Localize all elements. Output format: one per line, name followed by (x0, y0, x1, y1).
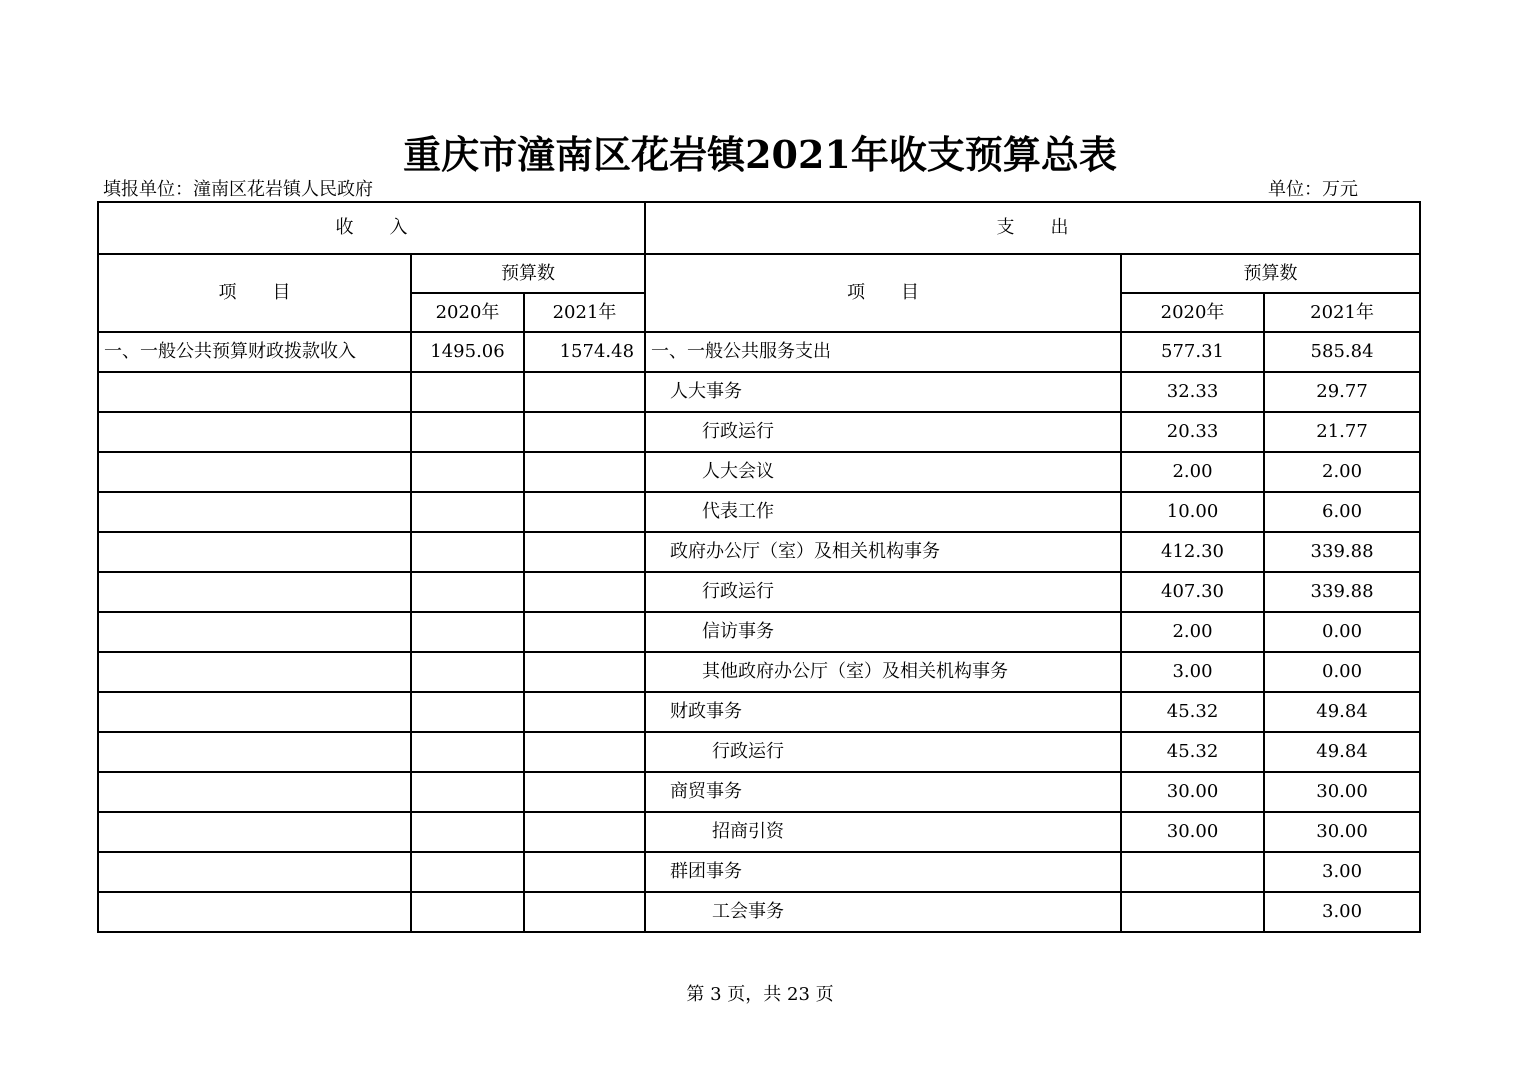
expenditure-item-cell: 代表工作 (645, 492, 1121, 532)
table-row (98, 332, 1420, 372)
expenditure-2021-cell: 30.00 (1264, 812, 1420, 852)
table-row (98, 612, 1420, 652)
income-2021-cell (524, 372, 645, 412)
expenditure-item-cell: 财政事务 (645, 692, 1121, 732)
table-row (98, 852, 1420, 892)
expenditure-2020-cell (1121, 852, 1264, 892)
expenditure-2020-cell: 10.00 (1121, 492, 1264, 532)
income-item-cell (98, 652, 411, 692)
expenditure-2021-cell: 30.00 (1264, 772, 1420, 812)
income-2021-cell (524, 412, 645, 452)
expenditure-item-cell: 行政运行 (645, 732, 1121, 772)
table-row (98, 532, 1420, 572)
income-2021-cell (524, 892, 645, 932)
expenditure-2021-cell: 3.00 (1264, 892, 1420, 932)
income-2021-cell (524, 772, 645, 812)
expenditure-item-cell: 信访事务 (645, 612, 1121, 652)
expenditure-item-cell: 人大会议 (645, 452, 1121, 492)
section-header-row (98, 202, 1420, 254)
income-item-cell (98, 412, 411, 452)
table-row (98, 652, 1420, 692)
expenditure-item-header: 项 目 (645, 254, 1121, 332)
income-item-cell (98, 532, 411, 572)
expenditure-2020-cell (1121, 892, 1264, 932)
expenditure-2020-cell: 412.30 (1121, 532, 1264, 572)
income-item-cell (98, 492, 411, 532)
column-header-row (98, 254, 1420, 293)
income-2020-cell (411, 612, 524, 652)
page-number: 第 3 页，共 23 页 (686, 984, 834, 1005)
expenditure-2020-cell: 32.33 (1121, 372, 1264, 412)
expenditure-2020-header: 2020年 (1121, 293, 1264, 332)
income-2021-cell (524, 492, 645, 532)
income-2020-cell (411, 452, 524, 492)
expenditure-2020-cell: 2.00 (1121, 612, 1264, 652)
table-row (98, 572, 1420, 612)
expenditure-2021-cell: 21.77 (1264, 412, 1420, 452)
expenditure-2021-cell: 49.84 (1264, 692, 1420, 732)
table-row (98, 492, 1420, 532)
income-2020-cell (411, 732, 524, 772)
income-item-cell (98, 772, 411, 812)
income-2020-cell (411, 692, 524, 732)
income-2020-cell (411, 572, 524, 612)
income-item-cell (98, 892, 411, 932)
expenditure-section-header: 支 出 (645, 202, 1420, 254)
expenditure-item-cell: 招商引资 (645, 812, 1121, 852)
expenditure-2020-cell: 30.00 (1121, 772, 1264, 812)
expenditure-item-cell: 人大事务 (645, 372, 1121, 412)
income-item-cell (98, 692, 411, 732)
document-title: 重庆市潼南区花岩镇2021年收支预算总表 (403, 132, 1117, 177)
income-2020-cell (411, 772, 524, 812)
income-section-header: 收 入 (98, 202, 645, 254)
expenditure-item-cell: 政府办公厅（室）及相关机构事务 (645, 532, 1121, 572)
expenditure-2021-cell: 585.84 (1264, 332, 1420, 372)
expenditure-2020-cell: 30.00 (1121, 812, 1264, 852)
income-2021-header: 2021年 (524, 293, 645, 332)
expenditure-2020-cell: 577.31 (1121, 332, 1264, 372)
expenditure-budget-header: 预算数 (1121, 254, 1420, 293)
budget-table (97, 201, 1421, 933)
expenditure-item-cell: 工会事务 (645, 892, 1121, 932)
income-2021-cell (524, 532, 645, 572)
table-row (98, 372, 1420, 412)
income-2020-cell (411, 852, 524, 892)
income-item-cell (98, 572, 411, 612)
expenditure-item-cell: 群团事务 (645, 852, 1121, 892)
income-2020-cell (411, 652, 524, 692)
expenditure-2021-cell: 2.00 (1264, 452, 1420, 492)
income-item-header: 项 目 (98, 254, 411, 332)
income-2021-cell (524, 612, 645, 652)
expenditure-2021-cell: 3.00 (1264, 852, 1420, 892)
income-2021-cell (524, 572, 645, 612)
expenditure-2020-cell: 45.32 (1121, 732, 1264, 772)
expenditure-item-cell: 行政运行 (645, 572, 1121, 612)
expenditure-item-cell: 其他政府办公厅（室）及相关机构事务 (645, 652, 1121, 692)
expenditure-2021-header: 2021年 (1264, 293, 1420, 332)
expenditure-2021-cell: 0.00 (1264, 612, 1420, 652)
income-item-cell (98, 612, 411, 652)
income-item-cell (98, 812, 411, 852)
expenditure-2021-cell: 49.84 (1264, 732, 1420, 772)
expenditure-item-cell: 商贸事务 (645, 772, 1121, 812)
income-2020-cell (411, 892, 524, 932)
expenditure-2020-cell: 20.33 (1121, 412, 1264, 452)
income-2020-cell (411, 492, 524, 532)
income-2021-cell (524, 452, 645, 492)
expenditure-2020-cell: 407.30 (1121, 572, 1264, 612)
table-row (98, 772, 1420, 812)
income-2020-cell (411, 532, 524, 572)
expenditure-2021-cell: 0.00 (1264, 652, 1420, 692)
expenditure-2021-cell: 339.88 (1264, 532, 1420, 572)
expenditure-2021-cell: 339.88 (1264, 572, 1420, 612)
table-row (98, 692, 1420, 732)
income-2020-cell: 1495.06 (411, 332, 524, 372)
income-item-cell (98, 452, 411, 492)
income-2021-cell (524, 812, 645, 852)
currency-unit: 单位：万元 (1268, 179, 1358, 200)
income-2020-cell (411, 412, 524, 452)
income-2020-cell (411, 812, 524, 852)
income-budget-header: 预算数 (411, 254, 645, 293)
income-2021-cell (524, 852, 645, 892)
income-2021-cell (524, 732, 645, 772)
table-row (98, 452, 1420, 492)
table-row (98, 892, 1420, 932)
income-2021-cell (524, 692, 645, 732)
expenditure-item-cell: 行政运行 (645, 412, 1121, 452)
income-item-cell (98, 372, 411, 412)
expenditure-item-cell: 一、一般公共服务支出 (645, 332, 1121, 372)
income-item-cell (98, 732, 411, 772)
expenditure-2020-cell: 3.00 (1121, 652, 1264, 692)
table-row (98, 732, 1420, 772)
income-2021-cell (524, 652, 645, 692)
income-item-cell: 一、一般公共预算财政拨款收入 (98, 332, 411, 372)
income-2021-cell: 1574.48 (524, 332, 645, 372)
reporting-unit: 填报单位：潼南区花岩镇人民政府 (103, 179, 373, 200)
income-item-cell (98, 852, 411, 892)
income-2020-cell (411, 372, 524, 412)
expenditure-2021-cell: 29.77 (1264, 372, 1420, 412)
income-2020-header: 2020年 (411, 293, 524, 332)
table-row (98, 812, 1420, 852)
expenditure-2020-cell: 45.32 (1121, 692, 1264, 732)
expenditure-2021-cell: 6.00 (1264, 492, 1420, 532)
table-row (98, 412, 1420, 452)
expenditure-2020-cell: 2.00 (1121, 452, 1264, 492)
